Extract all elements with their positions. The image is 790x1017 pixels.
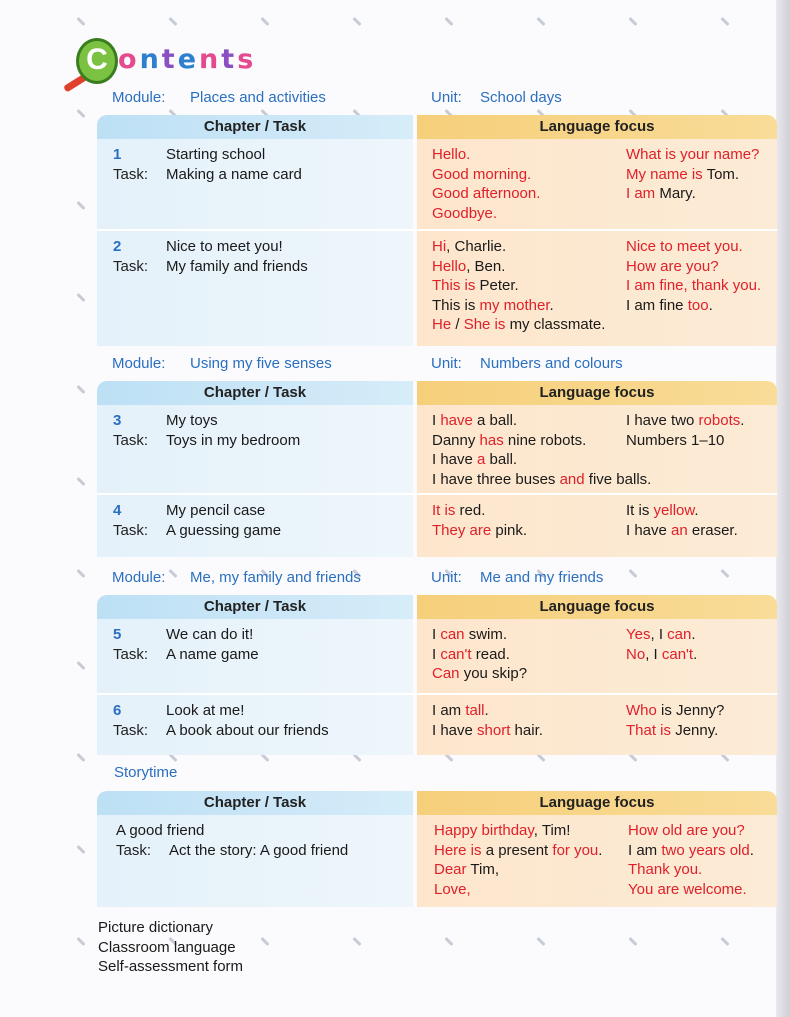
focus-segment: , Ben.: [466, 257, 506, 275]
focus-segment: Tim,: [470, 861, 500, 878]
decorative-dash: [536, 937, 545, 946]
focus-line: [432, 165, 531, 185]
back-matter-item: Self-assessment form: [98, 958, 244, 975]
focus-line: [626, 625, 696, 645]
chapter-title: Nice to meet you!: [166, 238, 283, 255]
title-letter: s: [237, 44, 257, 75]
focus-segment: my classmate.: [509, 316, 606, 333]
task-name: A book about our friends: [166, 721, 329, 739]
focus-segment: you skip?: [463, 665, 528, 682]
decorative-dash: [76, 845, 85, 854]
focus-line: [432, 411, 517, 431]
focus-segment: You are welcome.: [628, 880, 747, 898]
focus-line: [434, 860, 499, 880]
focus-segment: a: [477, 451, 490, 468]
focus-line: [432, 721, 543, 741]
focus-segment: He: [432, 316, 452, 333]
focus-segment: It is: [432, 502, 460, 519]
chapter-title: Look at me!: [166, 702, 245, 719]
focus-segment: Mary.: [659, 185, 696, 202]
chapter-number: 3: [113, 412, 122, 429]
focus-segment: can: [667, 626, 692, 643]
focus-segment: can't: [440, 645, 476, 663]
chapter-title: My toys: [166, 412, 218, 429]
focus-segment: Good morning.: [432, 165, 532, 183]
focus-segment: Goodbye.: [432, 204, 498, 222]
focus-segment: /: [451, 316, 464, 333]
focus-line: [432, 145, 470, 165]
back-matter-list: [98, 918, 243, 977]
language-focus-header: Language focus: [417, 115, 777, 139]
decorative-dash: [628, 937, 637, 946]
back-matter-item: Picture dictionary: [98, 919, 214, 936]
task-label: Task:: [116, 841, 152, 859]
focus-segment: a present: [485, 841, 553, 859]
focus-segment: Good afternoon.: [432, 185, 541, 202]
focus-segment: Can: [432, 665, 464, 682]
language-focus-header: Language focus: [417, 595, 777, 619]
focus-segment: Happy birthday: [434, 822, 534, 839]
task-name: A name game: [166, 645, 259, 663]
chapter-number: 2: [113, 238, 122, 255]
focus-segment: .: [708, 296, 713, 314]
focus-line: [432, 701, 489, 721]
focus-line: [626, 411, 744, 431]
unit-label: Unit:: [431, 355, 462, 372]
decorative-dash: [720, 937, 729, 946]
task-name: Toys in my bedroom: [166, 431, 301, 449]
row-divider: [97, 229, 777, 231]
module-label: Module:: [112, 89, 166, 106]
focus-line: [432, 204, 497, 224]
module-line: [0, 89, 790, 109]
decorative-dash: [76, 477, 85, 486]
focus-segment: How are you?: [626, 257, 719, 275]
task-name: Act the story: A good friend: [169, 841, 349, 859]
task-label: Task:: [113, 257, 149, 275]
focus-segment: Nice to meet you.: [626, 238, 743, 255]
focus-segment: .: [691, 626, 696, 643]
decorative-dash: [352, 937, 361, 946]
focus-line: [432, 296, 554, 316]
focus-segment: , I: [650, 626, 668, 643]
focus-segment: and: [559, 470, 589, 488]
title-letter: o: [118, 44, 140, 75]
chapter-title: Starting school: [166, 146, 266, 163]
storytime-section: [97, 791, 777, 907]
focus-segment: What is your name?: [626, 146, 760, 163]
focus-segment: has: [479, 431, 508, 449]
focus-segment: two years old: [661, 841, 750, 859]
focus-segment: nine robots.: [507, 431, 587, 449]
focus-segment: swim.: [468, 626, 508, 643]
focus-line: [432, 315, 605, 335]
row-divider: [97, 693, 777, 695]
focus-segment: , Charlie.: [446, 238, 507, 255]
chapter-table: [97, 115, 777, 346]
focus-segment: Who: [626, 702, 662, 719]
focus-line: [432, 184, 540, 204]
focus-segment: is Jenny?: [661, 702, 725, 719]
module-line: [0, 355, 790, 375]
focus-segment: I have two: [626, 412, 699, 429]
decorative-dash: [76, 385, 85, 394]
title-letter: e: [177, 44, 200, 75]
focus-segment: .: [598, 841, 603, 859]
focus-segment: Numbers 1–10: [626, 431, 725, 449]
focus-line: [628, 841, 754, 861]
storytime-label: Storytime: [114, 764, 178, 781]
focus-segment: a ball.: [477, 412, 518, 429]
chapter-title: My pencil case: [166, 502, 266, 519]
focus-line: [434, 880, 471, 900]
focus-segment: Thank you.: [628, 861, 703, 878]
focus-segment: Peter.: [479, 277, 519, 294]
focus-line: [432, 625, 507, 645]
focus-segment: ball.: [489, 451, 518, 468]
focus-segment: I: [432, 412, 441, 429]
task-label: Task:: [113, 521, 149, 539]
focus-segment: can: [440, 626, 469, 643]
focus-segment: pink.: [495, 521, 528, 539]
focus-segment: I am fine, thank you.: [626, 277, 762, 294]
focus-segment: Hello: [432, 257, 467, 275]
focus-segment: I am: [432, 702, 466, 719]
focus-line: [434, 821, 570, 841]
unit-label: Unit:: [431, 569, 462, 586]
focus-segment: eraser.: [691, 521, 738, 539]
focus-line: [626, 184, 696, 204]
focus-segment: Hi: [432, 238, 447, 255]
focus-segment: My name is: [626, 165, 707, 183]
decorative-dash: [260, 17, 269, 26]
row-divider: [97, 493, 777, 495]
decorative-dash: [352, 17, 361, 26]
task-label: Task:: [113, 431, 149, 449]
unit-name: Me and my friends: [480, 569, 604, 586]
focus-line: [432, 645, 510, 665]
decorative-dash: [76, 753, 85, 762]
module-line: [0, 569, 790, 589]
focus-segment: I: [432, 626, 441, 643]
focus-segment: have: [440, 412, 478, 429]
focus-line: [626, 701, 724, 721]
chapter-task-header: Chapter / Task: [97, 381, 413, 405]
focus-line: [432, 237, 506, 257]
focus-line: [626, 237, 743, 257]
task-label: Task:: [113, 165, 149, 183]
title-letter: n: [139, 44, 162, 75]
focus-segment: read.: [475, 645, 510, 663]
focus-segment: .: [749, 841, 754, 859]
language-focus-header: Language focus: [417, 791, 777, 815]
focus-segment: No: [626, 645, 646, 663]
decorative-dash: [260, 937, 269, 946]
focus-segment: .: [484, 702, 489, 719]
module-name: Places and activities: [190, 89, 326, 106]
focus-segment: .: [740, 412, 745, 429]
focus-segment: I have three buses: [432, 470, 560, 488]
module-name: Me, my family and friends: [190, 569, 361, 586]
focus-segment: my mother: [479, 296, 550, 314]
focus-segment: I have: [432, 721, 478, 739]
chapter-number: 1: [113, 146, 122, 163]
focus-segment: five balls.: [588, 470, 652, 488]
focus-segment: Love,: [434, 880, 471, 898]
module-label: Module:: [112, 569, 166, 586]
chapter-table: [97, 381, 777, 557]
focus-line: [432, 470, 651, 490]
task-label: Task:: [113, 645, 149, 663]
focus-segment: They are: [432, 521, 496, 539]
task-name: My family and friends: [166, 257, 308, 275]
focus-line: [432, 276, 519, 296]
focus-segment: an: [671, 521, 692, 539]
focus-segment: I am: [626, 185, 660, 202]
focus-line: [432, 501, 485, 521]
focus-segment: robots: [698, 412, 741, 429]
module-name: Using my five senses: [190, 355, 332, 372]
chapter-table: [97, 595, 777, 755]
decorative-dash: [76, 293, 85, 302]
chapter-title: We can do it!: [166, 626, 254, 643]
focus-line: [432, 431, 586, 451]
chapter-task-header: Chapter / Task: [97, 595, 413, 619]
title-initial: C: [76, 38, 118, 84]
title-letter: n: [199, 44, 222, 75]
decorative-dash: [628, 17, 637, 26]
focus-segment: can't: [661, 645, 694, 663]
focus-line: [626, 165, 739, 185]
unit-name: Numbers and colours: [480, 355, 623, 372]
focus-segment: How old are you?: [628, 822, 745, 839]
focus-line: [628, 860, 702, 880]
focus-segment: This is: [432, 296, 480, 314]
focus-segment: .: [549, 296, 554, 314]
decorative-dash: [76, 17, 85, 26]
focus-line: [626, 431, 724, 451]
focus-segment: I am fine: [626, 296, 688, 314]
focus-segment: I am: [628, 841, 662, 859]
decorative-dash: [444, 17, 453, 26]
focus-segment: I have: [432, 451, 478, 468]
focus-segment: I have: [626, 521, 672, 539]
focus-segment: hair.: [514, 721, 543, 739]
focus-segment: She is: [463, 316, 510, 333]
chapter-task-header: Chapter / Task: [97, 115, 413, 139]
focus-segment: Jenny.: [675, 721, 719, 739]
focus-segment: .: [693, 645, 698, 663]
story-title: A good friend: [116, 822, 205, 839]
decorative-dash: [76, 661, 85, 670]
focus-segment: short: [477, 721, 515, 739]
decorative-dash: [536, 17, 545, 26]
focus-line: [626, 521, 738, 541]
language-focus-header: Language focus: [417, 381, 777, 405]
focus-segment: tall: [465, 702, 485, 719]
focus-segment: .: [694, 502, 699, 519]
focus-segment: That is: [626, 721, 676, 739]
focus-line: [432, 257, 505, 277]
back-matter-item: Classroom language: [98, 938, 236, 956]
focus-line: [628, 880, 747, 900]
chapter-number: 6: [113, 702, 122, 719]
focus-segment: Here is: [434, 841, 486, 859]
focus-segment: Hello.: [432, 146, 471, 163]
focus-segment: for you: [552, 841, 599, 859]
focus-segment: red.: [459, 502, 486, 519]
focus-segment: Tom.: [706, 165, 740, 183]
focus-line: [626, 721, 718, 741]
focus-line: [626, 257, 719, 277]
decorative-dash: [76, 109, 85, 118]
page-title: [62, 36, 302, 86]
decorative-dash: [76, 937, 85, 946]
page-edge: [776, 0, 790, 1017]
focus-segment: , Tim!: [533, 822, 571, 839]
focus-line: [628, 821, 745, 841]
focus-segment: Dear: [434, 861, 471, 878]
task-name: A guessing game: [166, 521, 282, 539]
task-label: Task:: [113, 721, 149, 739]
focus-line: [434, 841, 602, 861]
focus-segment: Danny: [432, 431, 480, 449]
focus-line: [626, 145, 759, 165]
focus-segment: It is: [626, 502, 654, 519]
focus-line: [626, 276, 761, 296]
focus-line: [432, 450, 517, 470]
title-rest: [118, 44, 256, 75]
decorative-dash: [444, 937, 453, 946]
focus-segment: I: [432, 645, 441, 663]
title-letter: t: [221, 44, 238, 75]
focus-line: [626, 501, 699, 521]
focus-segment: yellow: [653, 502, 695, 519]
title-letter: t: [161, 44, 178, 75]
decorative-dash: [168, 17, 177, 26]
focus-line: [432, 664, 527, 684]
focus-segment: , I: [645, 645, 662, 663]
chapter-number: 5: [113, 626, 122, 643]
chapter-number: 4: [113, 502, 122, 519]
decorative-dash: [720, 17, 729, 26]
focus-segment: Yes: [626, 626, 651, 643]
focus-line: [432, 521, 527, 541]
unit-label: Unit:: [431, 89, 462, 106]
focus-line: [626, 296, 713, 316]
focus-segment: too: [687, 296, 709, 314]
unit-name: School days: [480, 89, 562, 106]
focus-segment: This is: [432, 277, 480, 294]
module-label: Module:: [112, 355, 166, 372]
chapter-task-header: Chapter / Task: [97, 791, 413, 815]
task-name: Making a name card: [166, 165, 302, 183]
decorative-dash: [76, 201, 85, 210]
focus-line: [626, 645, 697, 665]
